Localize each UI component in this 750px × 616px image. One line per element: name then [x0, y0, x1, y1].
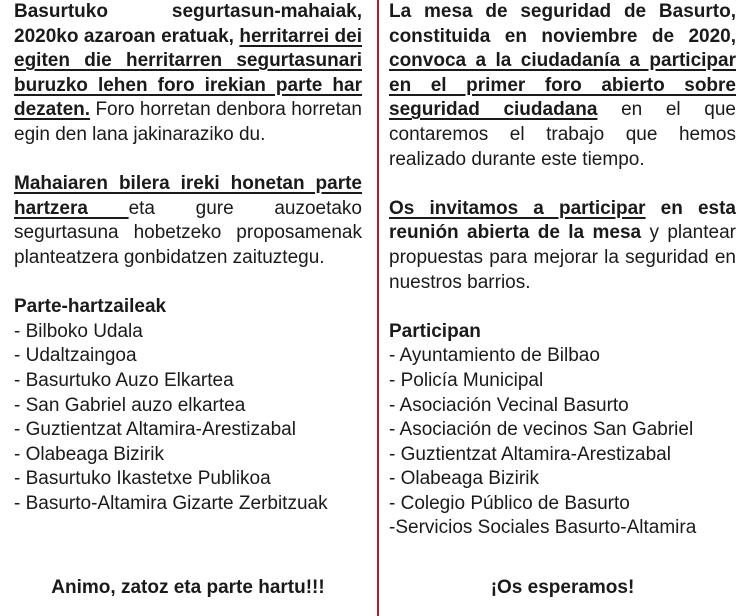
list-item: - Asociación de vecinos San Gabriel [389, 419, 694, 441]
spanish-intro-rest: en el que contaremos el trabajo que hemos realizado durante este tiempo. [389, 99, 736, 170]
column-divider [377, 0, 379, 616]
spanish-closing: ¡Os esperamos! [490, 577, 635, 598]
spanish-intro-lead: La mesa de seguridad de Basurto, constituida en noviembre de 2020, [389, 1, 736, 47]
basque-invite-rest: eta gure auzoetako segurtasuna hobetzeko proposamenak planteatzera gonbidatzen zaituztegu. [14, 197, 362, 268]
list-item: - Policía Municipal [389, 369, 544, 391]
list-item: - San Gabriel auzo elkartea [14, 394, 246, 416]
list-item: -Servicios Sociales Basurto-Altamira [389, 517, 697, 539]
list-item: - Colegio Público de Basurto [389, 492, 630, 514]
basque-column [14, 0, 362, 516]
basque-participants-list [14, 320, 362, 517]
basque-invite-highlight: Mahaiaren bilera ireki honetan parte hartzera [14, 173, 362, 219]
list-item: - Ayuntamiento de Bilbao [389, 345, 600, 367]
list-item: - Olabeaga Bizirik [389, 468, 539, 490]
basque-invite-paragraph [14, 172, 362, 270]
spanish-participants-heading: Participan [389, 320, 481, 342]
basque-closing: Animo, zatoz eta parte hartu!!! [51, 577, 325, 598]
list-item: - Basurtuko Ikastetxe Publikoa [14, 468, 271, 490]
list-item: - Guztientzat Altamira-Arestizabal [14, 419, 296, 441]
basque-intro-paragraph [14, 0, 362, 148]
list-item: - Asociación Vecinal Basurto [389, 394, 629, 416]
list-item: - Basurtuko Auzo Elkartea [14, 369, 234, 391]
list-item: - Bilboko Udala [14, 320, 143, 342]
spanish-intro-highlight-topic: seguridad ciudadana [389, 99, 598, 121]
list-item: - Basurto-Altamira Gizarte Zerbitzuak [14, 492, 328, 514]
spanish-intro-paragraph [389, 0, 736, 172]
spanish-intro-highlight: convoca a la ciudadanía a participar en el primer foro abierto sobre [389, 50, 736, 96]
spanish-invite-bold-rest: en esta reunión abierta de la mesa [389, 197, 737, 244]
spanish-invite-rest: y plantear propuestas para mejorar la seguridad en nuestros barrios. [389, 222, 736, 293]
list-item: - Guztientzat Altamira-Arestizabal [389, 443, 671, 465]
basque-intro-highlight: herritarrei dei egiten die herritarren segurtasunari buruzko lehen foro irekian parte har dezaten. [14, 25, 363, 121]
list-item: - Udaltzaingoa [14, 345, 137, 367]
basque-intro-rest: Foro horretan denbora horretan egin den lana jakinaraziko du. [14, 99, 362, 145]
spanish-column [389, 0, 736, 541]
spanish-invite-paragraph [389, 197, 736, 295]
basque-intro-lead: Basurtuko segurtasun-mahaiak, 2020ko azaroan eratuak, [14, 1, 362, 47]
spanish-invite-highlight: Os invitamos a participar [389, 197, 646, 219]
basque-participants-heading: Parte-hartzaileak [14, 296, 167, 318]
spanish-participants-list [389, 344, 736, 541]
list-item: - Olabeaga Bizirik [14, 443, 164, 465]
